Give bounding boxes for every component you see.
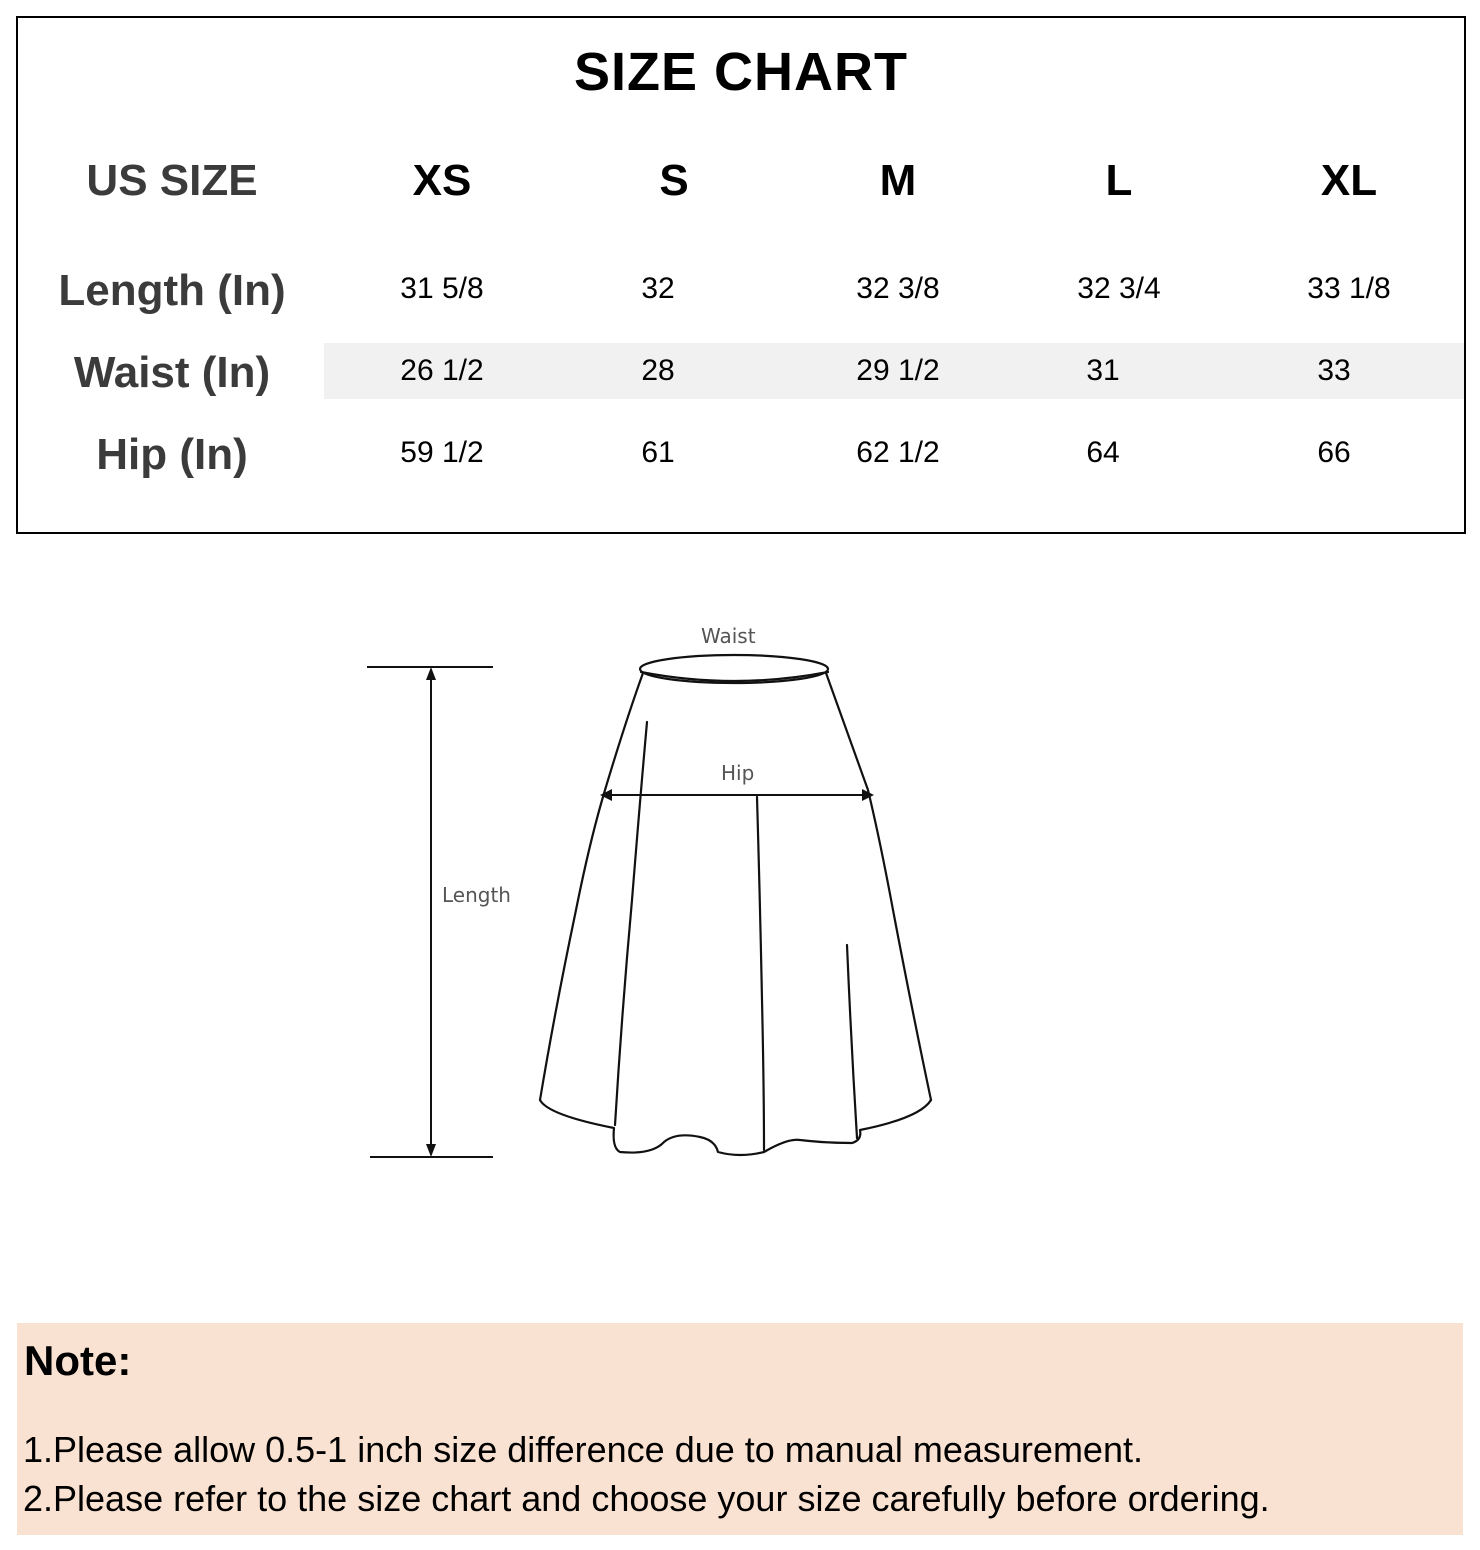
length-xs: 31 5/8 [400, 272, 484, 305]
waist-xl: 33 [1317, 354, 1351, 387]
hip-xs: 59 1/2 [400, 436, 484, 469]
skirt-outline [540, 655, 931, 1155]
hip-label-text: Hip [721, 761, 755, 785]
hip-label: Hip (In) [96, 430, 248, 479]
size-header-s: S [659, 156, 689, 205]
note-line-1: 1.Please allow 0.5-1 inch size difference due to manual measurement. [23, 1429, 1143, 1470]
chart-title: SIZE CHART [574, 42, 908, 102]
hip-l: 64 [1086, 436, 1120, 469]
size-header-xs: XS [412, 156, 472, 205]
size-header-l: L [1105, 156, 1133, 205]
size-header-xl: XL [1320, 156, 1378, 205]
waist-label: Waist (In) [73, 348, 271, 397]
length-dimension [367, 667, 493, 1157]
waist-s: 28 [641, 354, 675, 387]
waist-m: 29 1/2 [856, 354, 940, 387]
us-size-label: US SIZE [86, 156, 258, 205]
length-m: 32 3/8 [856, 272, 940, 305]
note-title: Note: [24, 1337, 132, 1384]
note-box [17, 1323, 1463, 1535]
waist-l: 31 [1086, 354, 1120, 387]
waist-label-text: Waist [701, 624, 756, 648]
size-header-m: M [879, 156, 917, 205]
length-label: Length (In) [58, 266, 286, 315]
length-s: 32 [641, 272, 675, 305]
hip-xl: 66 [1317, 436, 1351, 469]
length-l: 32 3/4 [1077, 272, 1161, 305]
length-xl: 33 1/8 [1307, 272, 1391, 305]
waist-xs: 26 1/2 [400, 354, 484, 387]
length-label-text: Length [442, 883, 511, 907]
hip-s: 61 [641, 436, 675, 469]
hip-m: 62 1/2 [856, 436, 940, 469]
note-line-2: 2.Please refer to the size chart and choose your size carefully before ordering. [23, 1478, 1270, 1519]
